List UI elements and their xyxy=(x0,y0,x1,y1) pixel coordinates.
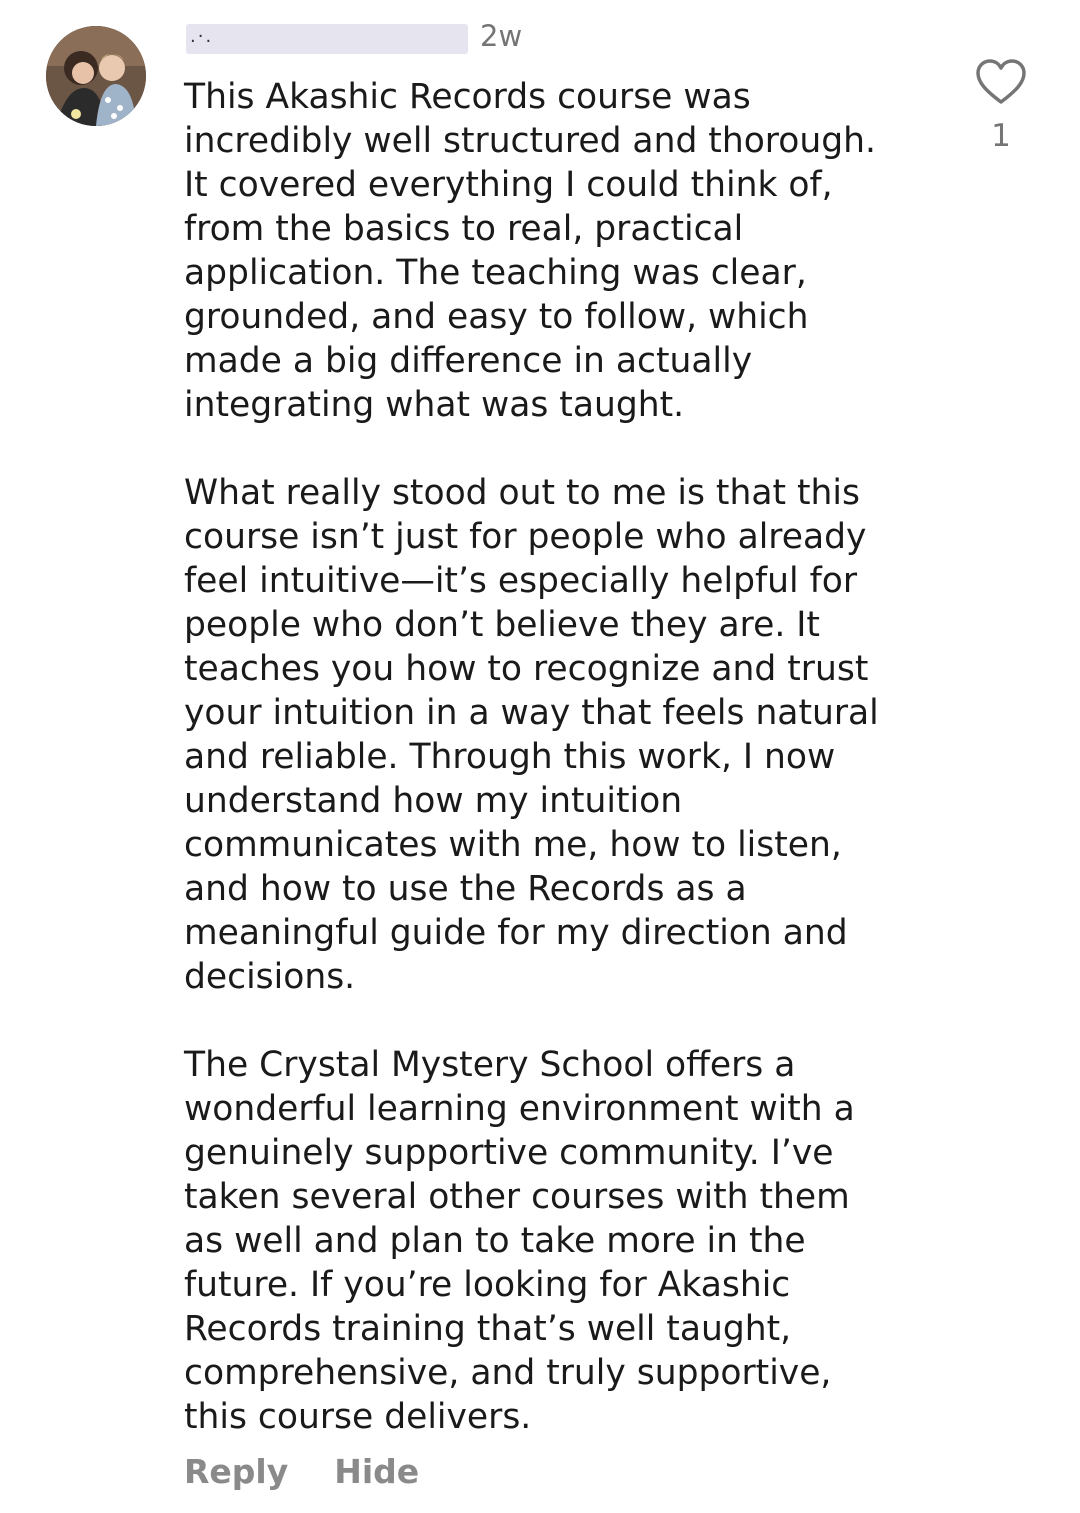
heart-outline-icon xyxy=(975,58,1027,106)
like-count: 1 xyxy=(991,118,1011,154)
comment-actions xyxy=(184,1452,419,1491)
comment-paragraph-2: What really stood out to me is that this course isn’t just for people who already feel intuitive—it’s especially helpful for people who don’t believe they are. It teaches you how to recognize and trust your intuition in a way that feels natural and reliable. Through this work, I now understand how my intuition communicates with me, how to listen, and how to use the Records as a meaningful guide for my direction and decisions. xyxy=(184,473,879,997)
username-redacted xyxy=(186,24,468,54)
comment-body xyxy=(184,75,944,1439)
timestamp: 2w xyxy=(480,19,523,53)
reply-button[interactable]: Reply xyxy=(184,1452,289,1491)
like-button[interactable] xyxy=(975,58,1027,106)
avatar[interactable] xyxy=(46,26,146,126)
comment-paragraph-1: This Akashic Records course was incredibly well structured and thorough. It covered everything I could think of, from the basics to real, practical application. The teaching was clear, grounded, and easy to follow, which made a big difference in actually integrating what was taught. xyxy=(184,77,876,425)
hide-button[interactable]: Hide xyxy=(334,1452,420,1491)
comment-paragraph-3: The Crystal Mystery School offers a wonderful learning environment with a genuinely supportive community. I’ve taken several other courses with them as well and plan to take more in the future. If you’re looking for Akashic Records training that’s well taught, comprehensive, and truly supportive, this course delivers. xyxy=(184,1045,855,1437)
username[interactable]: .·. xyxy=(190,26,214,47)
